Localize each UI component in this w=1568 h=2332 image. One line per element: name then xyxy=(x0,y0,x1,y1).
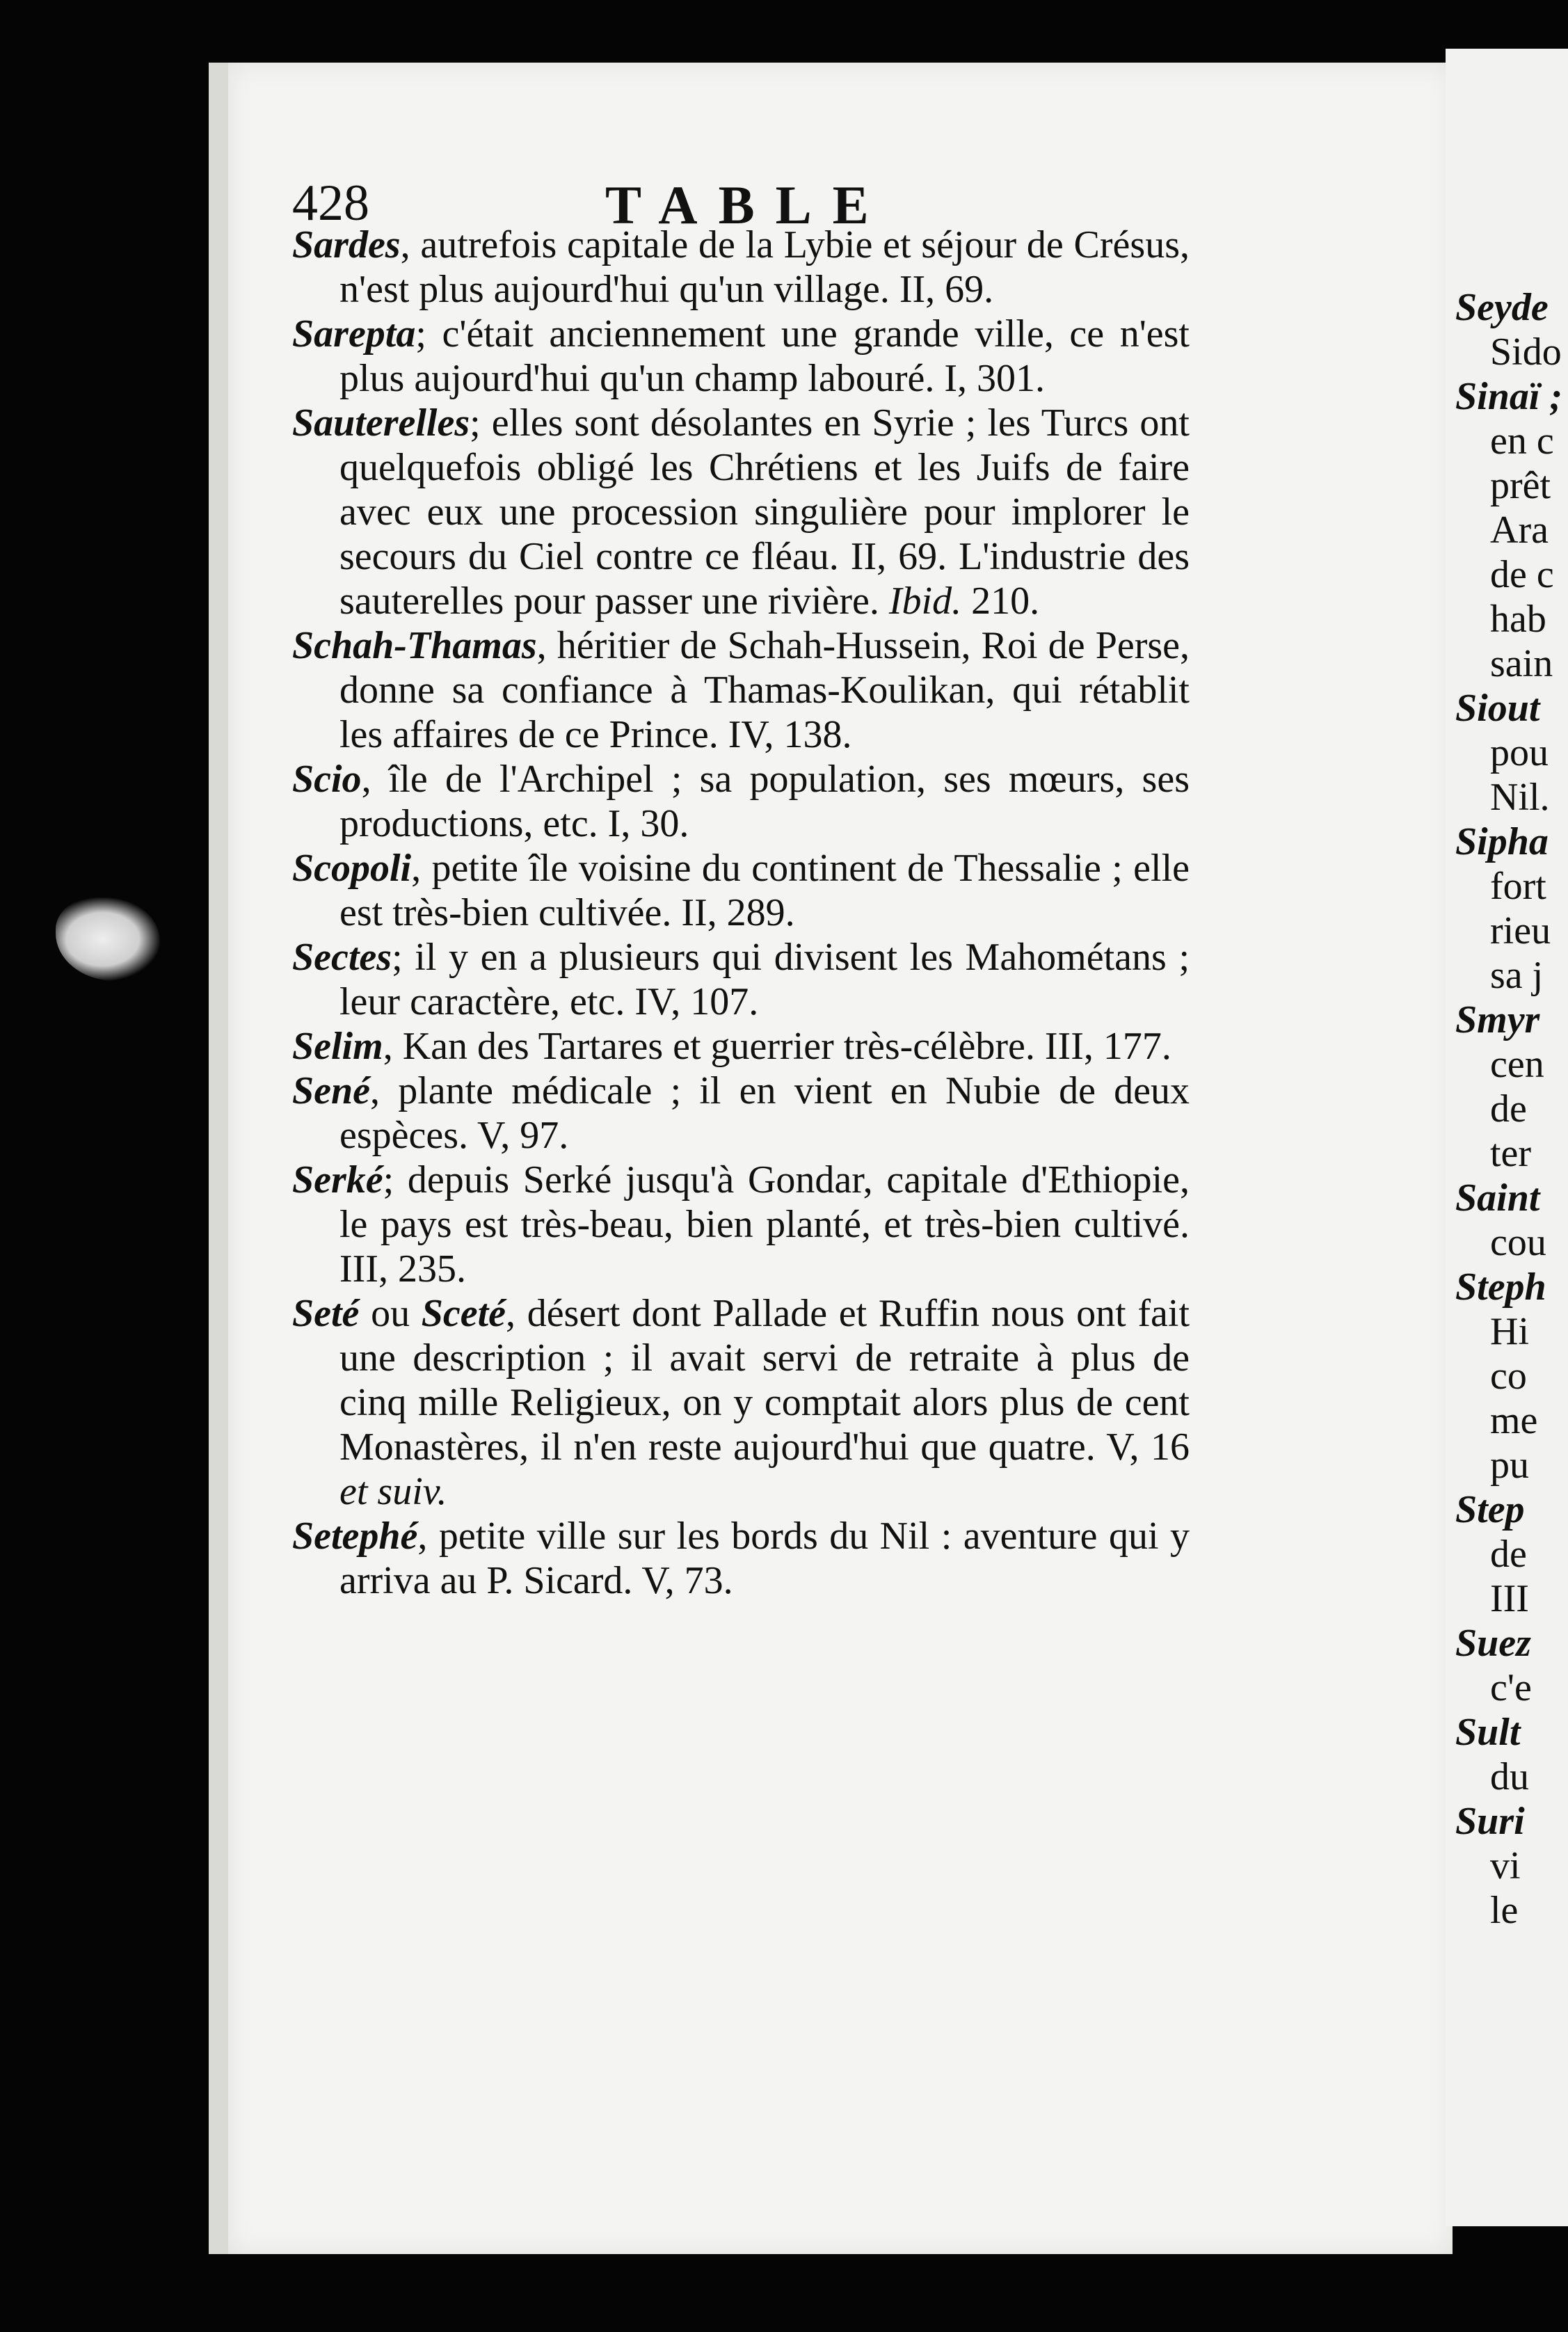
entry-term: Selim xyxy=(292,1025,383,1068)
fragment-text: en c xyxy=(1490,420,1554,463)
fragment-text: cen xyxy=(1490,1043,1544,1086)
fragment-term: Seyde xyxy=(1455,286,1549,329)
fragment-text: Nil. xyxy=(1490,776,1550,819)
fragment-text: sain xyxy=(1490,642,1553,685)
fragment-text: le xyxy=(1490,1889,1519,1932)
entry-term: Sardes xyxy=(292,223,401,266)
entry-term: Sauterelles xyxy=(292,401,470,445)
entry-term: Serké xyxy=(292,1158,383,1201)
index-entry xyxy=(292,1514,1190,1603)
fragment-text: vi xyxy=(1490,1844,1521,1887)
entry-text-alt: , désert dont Pallade et Ruffin nous ont fait une description ; il avait servi de retraite à plus de cinq mille Religieux, on y comptait alors plus de cent Monastères, il n'en reste aujourd'hui que quatre. V, 16 xyxy=(339,1292,1190,1469)
fragment-text: fort xyxy=(1490,865,1546,908)
entry-text: , île de l'Archipel ; sa population, ses mœurs, ses productions, etc. I, 30. xyxy=(339,758,1190,845)
entry-text: , petite île voisine du continent de Thessalie ; elle est très-bien cultivée. II, 289. xyxy=(339,847,1190,934)
entry-text: ; il y en a plusieurs qui divisent les Mahométans ; leur caractère, etc. IV, 107. xyxy=(339,936,1190,1023)
index-entry xyxy=(292,935,1190,1024)
entry-term: Setephé xyxy=(292,1515,418,1558)
fragment-text: pu xyxy=(1490,1444,1529,1487)
right-page-text xyxy=(1455,285,1568,1933)
fragment-text: Ara xyxy=(1490,509,1549,552)
fragment-term: Suez xyxy=(1455,1622,1531,1665)
fragment-term: Sinaï ; xyxy=(1455,375,1563,418)
torn-paper-scrap xyxy=(56,897,160,981)
fragment-term: Steph xyxy=(1455,1265,1546,1309)
fragment-term: Siout xyxy=(1455,687,1540,730)
index-entry xyxy=(292,1291,1190,1514)
fragment-text: III xyxy=(1490,1577,1529,1620)
entry-term: Sectes xyxy=(292,936,392,979)
fragment-term: Suri xyxy=(1455,1800,1525,1843)
entry-ref: Ibid. xyxy=(888,580,962,623)
fragment-text: de xyxy=(1490,1533,1527,1576)
index-entry xyxy=(292,401,1190,623)
index-entry xyxy=(292,846,1190,935)
entry-term: Schah-Thamas xyxy=(292,624,537,667)
entry-term: Sarepta xyxy=(292,312,416,356)
fragment-term: Saint xyxy=(1455,1176,1540,1220)
page-title: TABLE xyxy=(605,175,890,235)
index-entry xyxy=(292,623,1190,757)
right-page-fragment xyxy=(1446,49,1568,2226)
fragment-term: Sipha xyxy=(1455,820,1549,863)
entry-text: ; elles sont désolantes en Syrie ; les Turcs ont quelquefois obligé les Chrétiens et les Juifs de faire avec eux une procession singulière pour implorer le secours du Ciel contre ce fléau. II, 69. L'industrie des sauterelles pour passer une rivière. xyxy=(339,401,1190,623)
fragment-text: hab xyxy=(1490,598,1546,641)
fragment-text: pou xyxy=(1490,731,1549,774)
index-entry xyxy=(292,1069,1190,1158)
index-entry xyxy=(292,1024,1190,1069)
entry-text: ou xyxy=(359,1292,422,1335)
fragment-text: de c xyxy=(1490,553,1554,596)
index-entry xyxy=(292,757,1190,846)
entry-text: , Kan des Tartares et guerrier très-célèbre. III, 177. xyxy=(383,1025,1171,1068)
fragment-term: Smyr xyxy=(1455,998,1540,1041)
entry-text: ; depuis Serké jusqu'à Gondar, capitale d'Ethiopie, le pays est très-beau, bien planté, et très-bien cultivé. III, 235. xyxy=(339,1158,1190,1291)
fragment-text: du xyxy=(1490,1755,1529,1798)
entry-text: ; c'était anciennement une grande ville, ce n'est plus aujourd'hui qu'un champ labouré. I, 301. xyxy=(339,312,1190,400)
fragment-text: co xyxy=(1490,1355,1527,1398)
index-entry xyxy=(292,1158,1190,1291)
fragment-term: Step xyxy=(1455,1488,1525,1531)
fragment-text: c'e xyxy=(1490,1666,1532,1709)
fragment-text: me xyxy=(1490,1399,1538,1442)
index-entries xyxy=(292,223,1190,1603)
fragment-text: de xyxy=(1490,1087,1527,1131)
fragment-text: sa j xyxy=(1490,954,1544,997)
page-number: 428 xyxy=(292,175,369,232)
entry-text: , plante médicale ; il en vient en Nubie de deux espèces. V, 97. xyxy=(339,1069,1190,1157)
entry-ref: et suiv. xyxy=(339,1470,447,1513)
fragment-text: ter xyxy=(1490,1132,1532,1175)
entry-term-alt: Sceté xyxy=(421,1292,506,1335)
fragment-text: Sido xyxy=(1490,330,1562,374)
entry-term: Sené xyxy=(292,1069,370,1112)
entry-tail: 210. xyxy=(961,580,1040,623)
entry-text: , héritier de Schah-Hussein, Roi de Perse, donne sa confiance à Thamas-Koulikan, qui rétablit les affaires de ce Prince. IV, 138. xyxy=(339,624,1190,756)
entry-text: , autrefois capitale de la Lybie et séjour de Crésus, n'est plus aujourd'hui qu'un village. II, 69. xyxy=(339,223,1190,311)
fragment-term: Sult xyxy=(1455,1711,1521,1754)
fragment-text: cou xyxy=(1490,1221,1546,1264)
entry-term: Scio xyxy=(292,758,362,801)
entry-term: Scopoli xyxy=(292,847,412,890)
fragment-text: prêt xyxy=(1490,464,1551,507)
entry-text: , petite ville sur les bords du Nil : aventure qui y arriva au P. Sicard. V, 73. xyxy=(339,1515,1190,1602)
fragment-text: rieu xyxy=(1490,909,1551,952)
fragment-text: Hi xyxy=(1490,1310,1529,1353)
entry-term: Seté xyxy=(292,1292,360,1335)
index-entry xyxy=(292,223,1190,312)
index-entry xyxy=(292,312,1190,401)
